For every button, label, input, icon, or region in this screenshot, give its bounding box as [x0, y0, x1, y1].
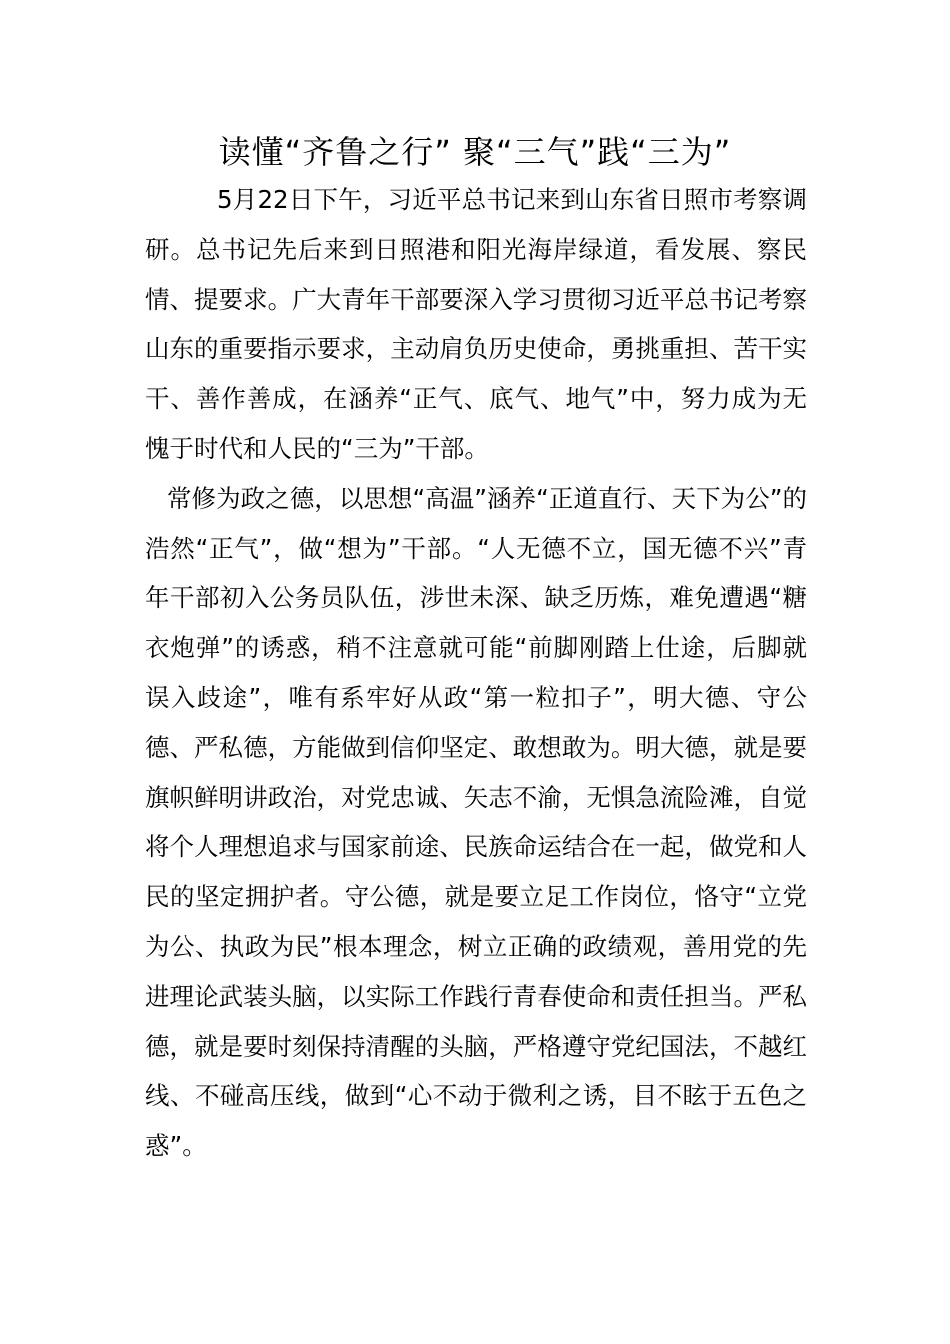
paragraph-intro: 5月22日下午，习近平总书记来到山东省日照市考察调研。总书记先后来到日照港和阳光海岸绿道，看发展、察民情、提要求。广大青年干部要深入学习贯彻习近平总书记考察山东的重要指示要求，主动肩负历史使命，勇挑重担、苦干实干、善作善成，在涵养“正气、底气、地气”中，努力成为无愧于时代和人民的“三为”干部。 [145, 185, 807, 463]
document-body [145, 175, 807, 1171]
paragraph-zhengqi: 常修为政之德，以思想“高温”涵养“正道直行、天下为公”的浩然“正气”，做“想为”干部。“人无德不立，国无德不兴”青年干部初入公务员队伍，涉世未深、缺乏历炼，难免遭遇“糖衣炮弹”的诱惑，稍不注意就可能“前脚刚踏上仕途，后脚就误入歧途”，唯有系牢好从政“第一粒扣子”，明大德、守公德、严私德，方能做到信仰坚定、敢想敢为。明大德，就是要旗帜鲜明讲政治，对党忠诚、矢志不渝，无惧急流险滩，自觉将个人理想追求与国家前途、民族命运结合在一起，做党和人民的坚定拥护者。守公德，就是要立足工作岗位，恪守“立党为公、执政为民”根本理念，树立正确的政绩观，善用党的先进理论武装头脑，以实际工作践行青春使命和责任担当。严私德，就是要时刻保持清醒的头脑，严格遵守党纪国法，不越红线、不碰高压线，做到“心不动于微利之诱，目不眩于五色之惑”。 [145, 483, 807, 1161]
document-title: 读懂“齐鲁之行” 聚“三气”践“三为” [218, 133, 732, 171]
